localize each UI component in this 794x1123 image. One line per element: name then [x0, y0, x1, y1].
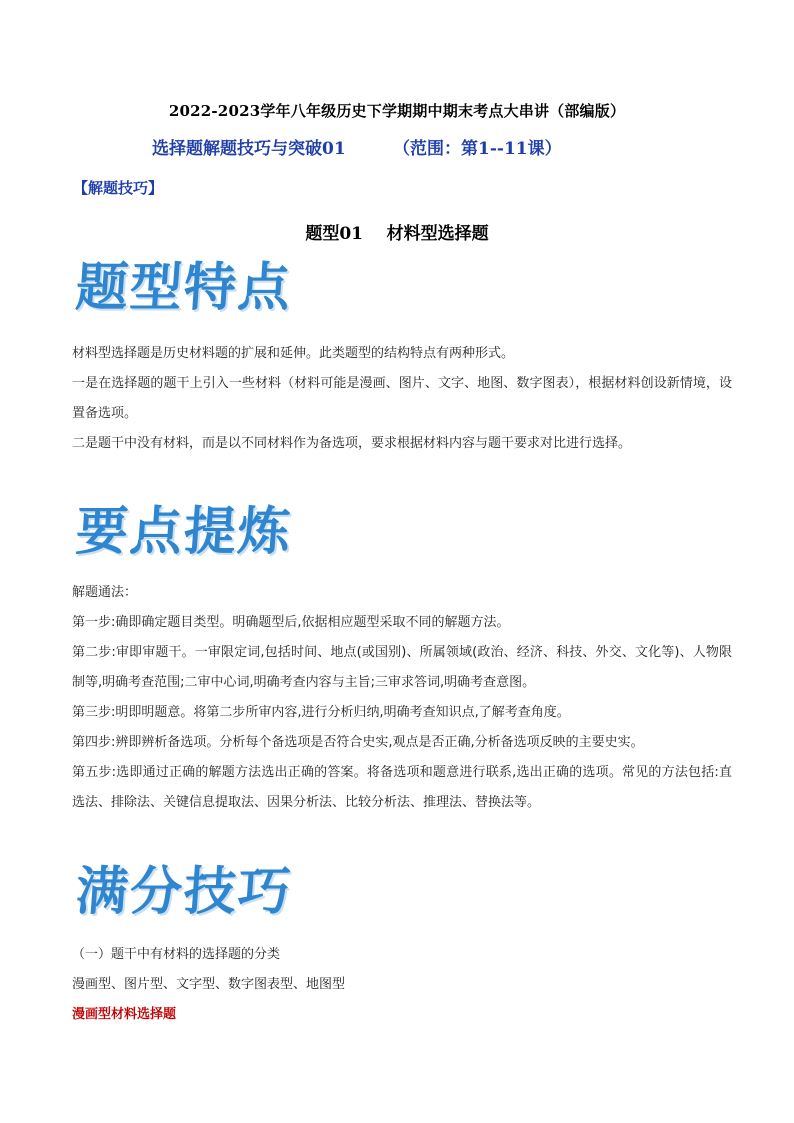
method-intro: 解题通法：	[72, 585, 138, 600]
features-paragraph: 材料型选择题是历史材料题的扩展和延伸。此类题型的结构特点有两种形式。	[72, 346, 515, 361]
method-step: 第四步:辨即辨析备选项。分析每个备选项是否符合史实,观点是否正确,分析备选项反映的主要史实。	[72, 735, 644, 750]
method-step: 第三步:明即明题意。将第二步所审内容,进行分析归纳,明确考查知识点,了解考查角度。	[72, 705, 570, 720]
features-paragraph: 二是题干中没有材料，而是以不同材料作为备选项，要求根据材料内容与题干要求对比进行选择。	[72, 436, 632, 451]
banner-full-marks: 满分技巧	[73, 862, 295, 922]
method-step: 第五步:选即通过正确的解题方法选出正确的答案。将备选项和题意进行联系,选出正确的选项。常见的方法包括:直选法、排除法、关键信息提取法、因果分析法、比较分析法、推理法、替换法等。	[72, 765, 732, 810]
document-subtitle: 选择题解题技巧与突破01 （范围：第1--11课）	[152, 139, 562, 159]
category-list: 漫画型、图片型、文字型、数字图表型、地图型	[72, 977, 346, 992]
features-paragraph: 一是在选择题的题干上引入一些材料（材料可能是漫画、图片、文字、地图、数字图表），根据材料创设新情境，设置备选项。	[72, 376, 732, 421]
method-step: 第二步:审即审题干。一审限定词,包括时间、地点(或国别)、所属领域(政治、经济、科技、外交、文化等)、人物限制等,明确考查范围;二审中心词,明确考查内容与主旨;三审求答词,明确考查意图。	[72, 645, 732, 690]
comic-type-heading: 漫画型材料选择题	[72, 1007, 177, 1022]
banner-key-points: 要点提炼	[73, 502, 295, 562]
tips-block	[72, 940, 732, 1030]
banner-features: 题型特点	[73, 258, 295, 318]
method-step: 第一步:确即确定题目类型。明确题型后,依据相应题型采取不同的解题方法。	[72, 615, 510, 630]
method-block	[72, 578, 732, 818]
features-block	[72, 339, 732, 459]
question-type-title: 题型01 材料型选择题	[305, 224, 489, 244]
category-heading: （一）题干中有材料的选择题的分类	[72, 947, 281, 962]
document-title: 2022-2023学年八年级历史下学期期中期末考点大串讲（部编版）	[168, 102, 626, 120]
section-tag: 【解题技巧】	[73, 179, 164, 197]
